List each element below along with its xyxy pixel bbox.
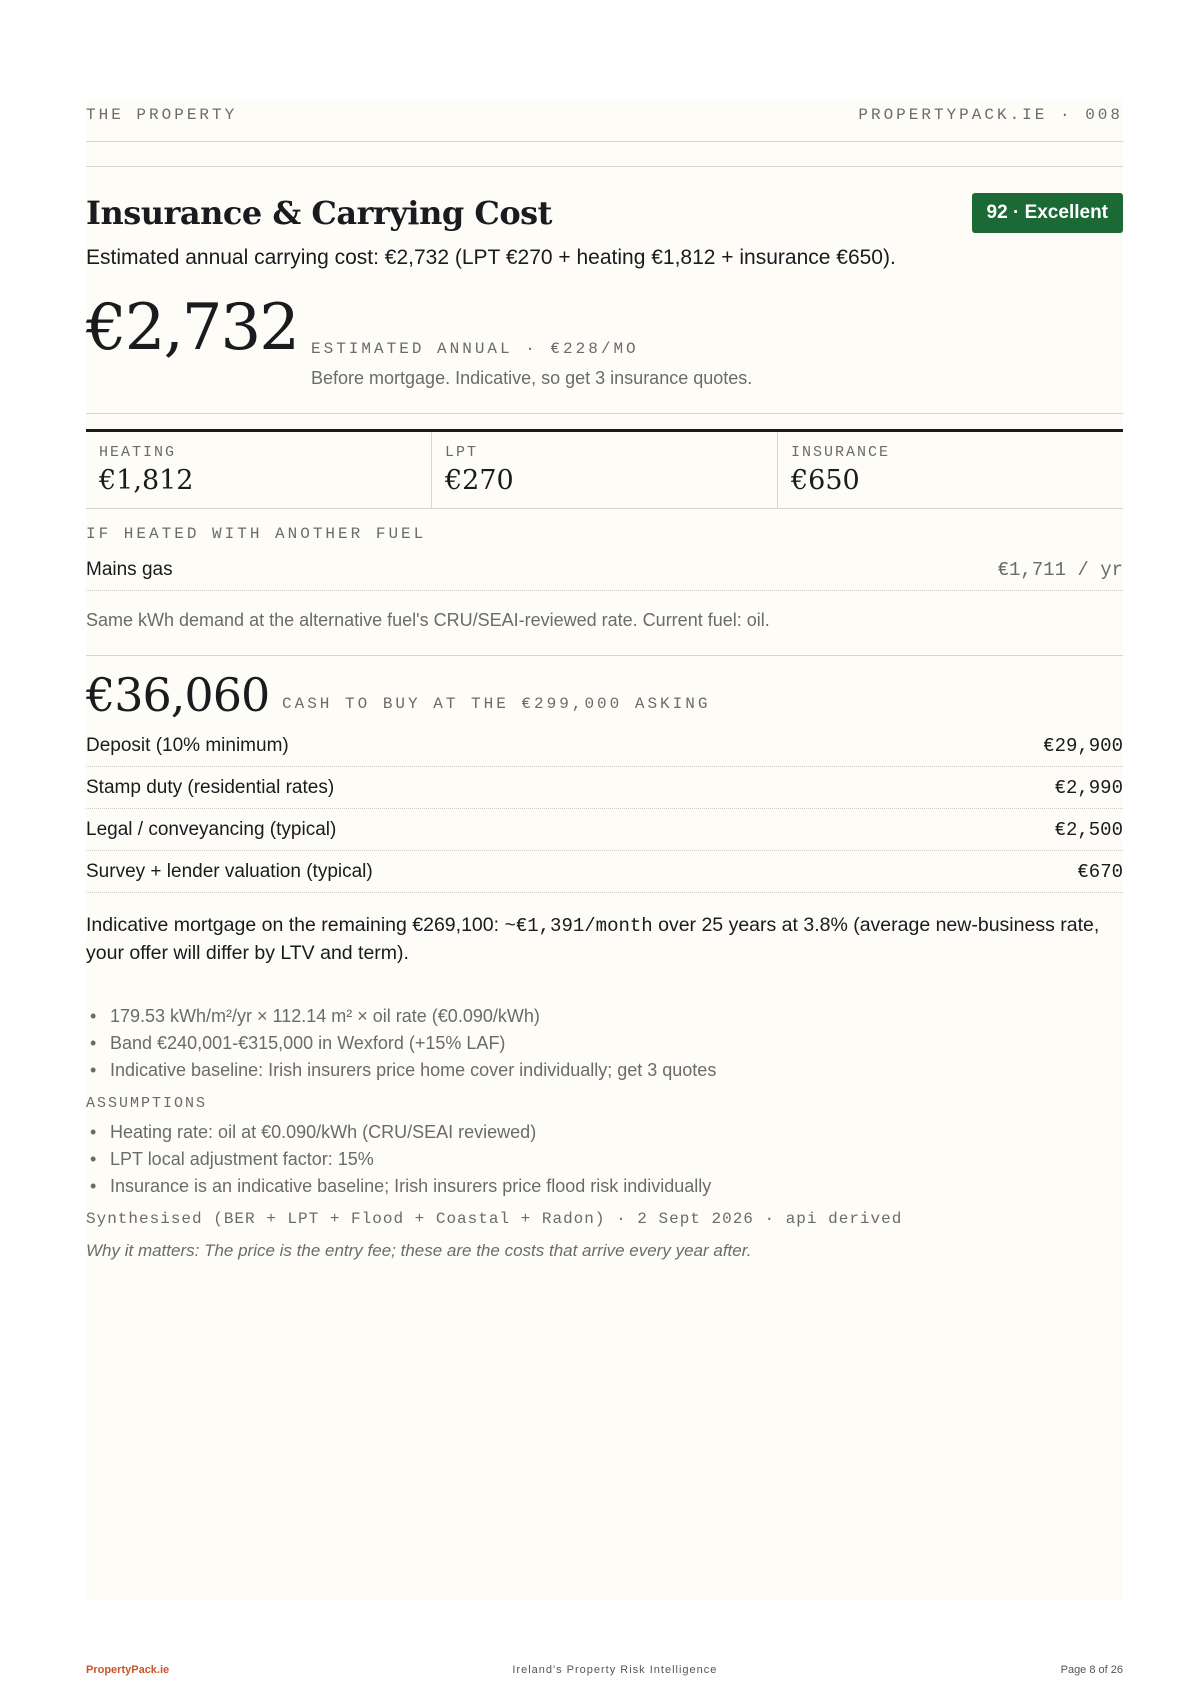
why-it-matters: Why it matters: The price is the entry fee; these are the costs that arrive every year after. (86, 1241, 752, 1260)
list-item: • Insurance is an indicative baseline; Irish insurers price flood risk individually (86, 1173, 711, 1200)
card-label: LPT (445, 444, 479, 461)
row-value: €2,990 (1054, 776, 1123, 799)
card-label: INSURANCE (791, 444, 891, 461)
row-value: €2,500 (1054, 818, 1123, 841)
annual-cost-figure: €2,732 (86, 291, 298, 365)
card-label: HEATING (99, 444, 177, 461)
cash-to-buy-figure: €36,060 (86, 668, 270, 722)
table-row (86, 809, 1123, 851)
assumptions-list (86, 1119, 711, 1200)
alt-fuel-note: Same kWh demand at the alternative fuel's CRU/SEAI-reviewed rate. Current fuel: oil. (86, 610, 770, 630)
site-page-number: PROPERTYPACK.IE · 008 (858, 106, 1123, 124)
row-value: €29,900 (1043, 734, 1123, 757)
table-row (86, 767, 1123, 809)
assumptions-label: ASSUMPTIONS (86, 1095, 208, 1112)
page-footer (86, 1664, 1123, 1676)
divider (86, 655, 1123, 656)
annual-cost-note: Before mortgage. Indicative, so get 3 insurance quotes. (311, 368, 753, 388)
monthly-repayment: ~€1,391/month (504, 915, 653, 937)
workings-list (86, 1003, 716, 1084)
list-item: • 179.53 kWh/m²/yr × 112.14 m² × oil rate (€0.090/kWh) (86, 1003, 716, 1030)
row-label: Survey + lender valuation (typical) (86, 860, 373, 882)
header-rule (86, 141, 1123, 142)
page-number: Page 8 of 26 (1060, 1664, 1123, 1676)
list-item: • LPT local adjustment factor: 15% (86, 1146, 711, 1173)
row-value: €670 (1077, 860, 1123, 883)
list-item: • Heating rate: oil at €0.090/kWh (CRU/SEAI reviewed) (86, 1119, 711, 1146)
mortgage-estimate: Indicative mortgage on the remaining €269,100: ~€1,391/month over 25 years at 3.8% (average new-business rate, your offer will differ by LTV and term). (86, 914, 1100, 964)
score-badge: 92 · Excellent (972, 193, 1123, 233)
list-item: • Band €240,001-€315,000 in Wexford (+15% LAF) (86, 1030, 716, 1057)
cash-to-buy-caption: CASH TO BUY AT THE €299,000 ASKING (282, 695, 711, 713)
footer-brand: PropertyPack.ie (86, 1664, 170, 1676)
report-page (86, 100, 1123, 1680)
card-value: €270 (445, 465, 514, 496)
summary-text: Estimated annual carrying cost: €2,732 (LPT €270 + heating €1,812 + insurance €650). (86, 246, 896, 269)
card-lpt (432, 432, 778, 508)
row-label: Deposit (10% minimum) (86, 734, 289, 756)
data-source: Synthesised (BER + LPT + Flood + Coastal + Radon) · 2 Sept 2026 · api derived (86, 1210, 903, 1228)
card-insurance (778, 432, 1123, 508)
section-name: THE PROPERTY (86, 106, 238, 124)
annual-cost-caption: ESTIMATED ANNUAL · €228/MO (311, 340, 639, 358)
cost-breakdown-cards (86, 429, 1123, 509)
card-value: €650 (791, 465, 860, 496)
card-heating (86, 432, 432, 508)
divider (86, 413, 1123, 414)
alt-fuel-label: IF HEATED WITH ANOTHER FUEL (86, 525, 427, 543)
footer-tagline: Ireland's Property Risk Intelligence (512, 1664, 718, 1676)
alt-fuel-value: €1,711 / yr (997, 558, 1123, 581)
table-row (86, 851, 1123, 893)
list-item: • Indicative baseline: Irish insurers price home cover individually; get 3 quotes (86, 1057, 716, 1084)
page-title: Insurance & Carrying Cost (86, 194, 552, 232)
alt-fuel-row (86, 549, 1123, 591)
running-header (86, 106, 1123, 142)
table-row (86, 725, 1123, 767)
row-label: Legal / conveyancing (typical) (86, 818, 337, 840)
alt-fuel-name: Mains gas (86, 558, 173, 580)
row-label: Stamp duty (residential rates) (86, 776, 335, 798)
card-value: €1,812 (99, 465, 194, 496)
section-rule (86, 166, 1123, 167)
